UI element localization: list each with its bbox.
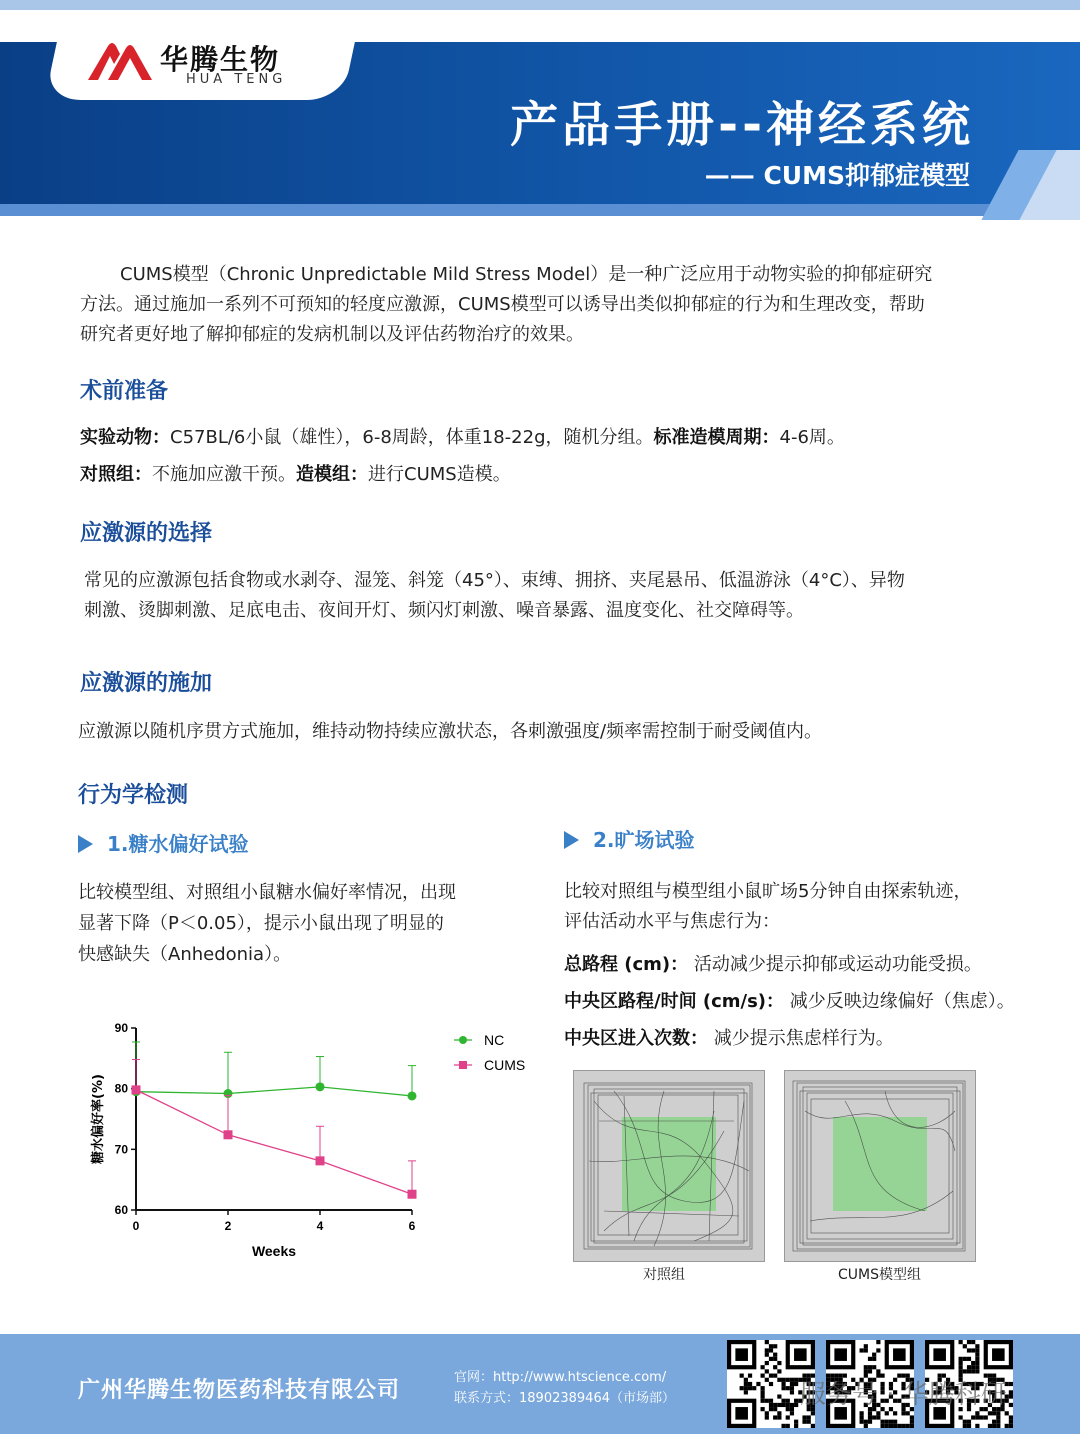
section-heading-behavior: 行为学检测 — [78, 783, 189, 808]
stressor-apply-text: 应激源以随机序贯方式施加，维持动物持续应激状态，各刺激强度/频率需控制于耐受阈值内。 — [78, 721, 823, 742]
triangle-bullet-icon — [78, 835, 93, 853]
stressor-choice-line-2: 刺激、烫脚刺激、足底电击、夜间开灯、频闪灯刺激、噪音暴露、温度变化、社交障碍等。 — [84, 600, 804, 621]
data-point-NC — [408, 1091, 417, 1100]
metric-center-entries — [564, 1024, 894, 1050]
hua-teng-logo-icon — [86, 40, 156, 84]
period-value: 4-6周。 — [779, 427, 845, 448]
series-line-CUMS — [136, 1090, 412, 1194]
y-tick-label: 70 — [114, 1142, 128, 1157]
logo-english-name: HUA TENG — [186, 72, 287, 87]
data-point-CUMS — [408, 1190, 417, 1199]
section-heading-prep: 术前准备 — [80, 379, 169, 404]
intro-line-2: 方法。通过施加一系列不可预知的轻度应激源，CUMS模型可以诱导出类似抑郁症的行为和生理改变，帮助 — [80, 294, 925, 315]
watermark-text: 服务号 · 华腾科研 — [800, 1380, 1007, 1410]
animal-key: 实验动物： — [80, 427, 170, 448]
legend-label-CUMS: CUMS — [484, 1057, 526, 1073]
triangle-bullet-icon — [564, 831, 579, 849]
data-point-NC — [316, 1082, 325, 1091]
subheading-sucrose-test — [78, 828, 249, 857]
data-point-CUMS — [224, 1130, 233, 1139]
model-key: 造模组： — [296, 464, 368, 485]
y-tick-label: 90 — [114, 1021, 128, 1035]
x-axis-label: Weeks — [251, 1243, 297, 1259]
y-tick-label: 80 — [114, 1081, 128, 1096]
stressor-choice-line-1: 常见的应激源包括食物或水剥夺、湿笼、斜笼（45°）、束缚、拥挤、夹尾悬吊、低温游泳（4°C）、异物 — [84, 570, 905, 591]
metric-total-distance — [564, 950, 982, 976]
control-value: 不施加应激干预。 — [152, 464, 296, 485]
track-lines-icon — [785, 1071, 975, 1261]
metric-value: 活动减少提示抑郁或运动功能受损。 — [693, 954, 982, 975]
top-strip — [0, 0, 1080, 10]
metric-center-distance — [564, 987, 1015, 1013]
metric-key: 中央区路程/时间 (cm/s)： — [564, 991, 785, 1012]
open-field-line-2: 评估活动水平与焦虑行为： — [564, 911, 780, 932]
x-tick-label: 2 — [224, 1219, 232, 1233]
page-title: 产品手册--神经系统 — [510, 97, 974, 153]
legend-label-NC: NC — [484, 1032, 505, 1048]
open-field-line-1: 比较对照组与模型组小鼠旷场5分钟自由探索轨迹， — [564, 881, 972, 902]
subheading-sucrose-label: 1.糖水偏好试验 — [107, 832, 249, 856]
prep-group-line — [80, 460, 511, 486]
metric-value: 减少反映边缘偏好（焦虑）。 — [789, 991, 1015, 1012]
data-point-CUMS — [316, 1156, 325, 1165]
open-field-track-cums — [784, 1070, 976, 1262]
sucrose-line-3: 快感缺失（Anhedonia）。 — [78, 944, 292, 965]
oft-caption-cums: CUMS模型组 — [838, 1267, 921, 1283]
page-subtitle: —— CUMS抑郁症模型 — [704, 161, 970, 190]
metric-key: 中央区进入次数： — [564, 1028, 708, 1049]
footer-website[interactable]: 官网：http://www.htscience.com/ — [454, 1370, 667, 1385]
prep-animal-line — [80, 423, 845, 449]
model-value: 进行CUMS造模。 — [368, 464, 511, 485]
footer-company-name: 广州华腾生物医药科技有限公司 — [78, 1378, 401, 1403]
animal-value: C57BL/6小鼠（雄性），6-8周龄，体重18-22g，随机分组。 — [170, 427, 654, 448]
x-tick-label: 6 — [408, 1219, 416, 1233]
control-key: 对照组： — [80, 464, 152, 485]
header-bottom-bar — [0, 204, 1080, 216]
intro-line-3: 研究者更好地了解抑郁症的发病机制以及评估药物治疗的效果。 — [80, 324, 584, 345]
y-axis-label: 糖水偏好率(%) — [91, 1074, 106, 1164]
logo-chinese-name: 华腾生物 — [160, 43, 281, 76]
open-field-track-control — [573, 1070, 765, 1262]
metric-key: 总路程 (cm)： — [564, 954, 689, 975]
legend-marker — [459, 1061, 467, 1069]
data-point-CUMS — [132, 1085, 141, 1094]
footer-contact: 联系方式：18902389464（市场部） — [454, 1391, 675, 1406]
x-tick-label: 0 — [132, 1219, 140, 1233]
section-heading-stressor-apply: 应激源的施加 — [80, 671, 213, 696]
oft-caption-control: 对照组 — [643, 1267, 685, 1283]
metric-value: 减少提示焦虑样行为。 — [713, 1028, 894, 1049]
legend-marker — [459, 1036, 467, 1044]
y-tick-label: 60 — [114, 1203, 128, 1217]
subheading-open-field — [564, 824, 695, 853]
section-heading-stressor-choice: 应激源的选择 — [80, 521, 213, 546]
sucrose-line-2: 显著下降（P＜0.05），提示小鼠出现了明显的 — [78, 913, 444, 934]
period-key: 标准造模周期： — [653, 427, 780, 448]
sucrose-line-1: 比较模型组、对照组小鼠糖水偏好率情况，出现 — [78, 882, 456, 903]
x-tick-label: 4 — [316, 1219, 324, 1233]
track-lines-icon — [574, 1071, 764, 1261]
sucrose-preference-chart — [74, 1010, 544, 1270]
series-line-NC — [136, 1087, 412, 1096]
intro-line-1: CUMS模型（Chronic Unpredictable Mild Stress Model）是一种广泛应用于动物实验的抑郁症研究 — [120, 264, 933, 285]
subheading-open-field-label: 2.旷场试验 — [593, 828, 695, 852]
